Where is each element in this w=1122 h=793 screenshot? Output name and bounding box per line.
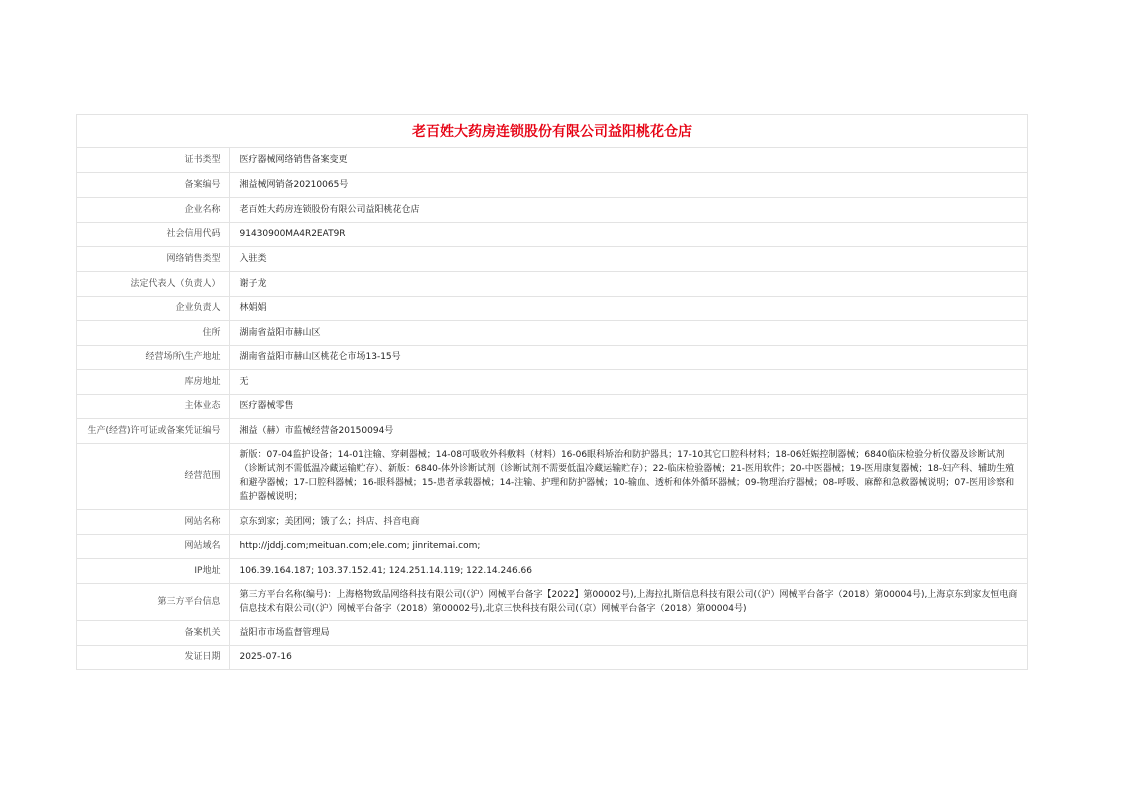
info-table — [77, 148, 1027, 669]
row-value: 益阳市市场监督管理局 — [229, 620, 1027, 645]
row-label: 网络销售类型 — [77, 246, 229, 271]
row-business-scope — [77, 443, 1027, 509]
row-value: 2025-07-16 — [239, 652, 292, 663]
page-title: 老百姓大药房连锁股份有限公司益阳桃花仓店 — [412, 124, 692, 140]
row-label: 备案编号 — [77, 172, 229, 197]
row-label: 社会信用代码 — [77, 222, 229, 246]
row-label: 网站名称 — [77, 509, 229, 534]
row-certificate-type — [77, 148, 1027, 172]
row-business-form — [77, 394, 1027, 418]
row-label: 经营场所\生产地址 — [77, 345, 229, 369]
row-value: 谢子龙 — [229, 271, 1027, 296]
row-label: 发证日期 — [77, 645, 229, 669]
row-enterprise-head — [77, 296, 1027, 320]
row-warehouse-address — [77, 369, 1027, 394]
row-value: 老百姓大药房连锁股份有限公司益阳桃花仓店 — [229, 197, 1027, 222]
title-row — [77, 115, 1027, 148]
row-website-domain — [77, 534, 1027, 558]
record-sheet — [76, 114, 1028, 670]
row-label: IP地址 — [77, 558, 229, 583]
row-value: 第三方平台名称(编号)：上海格物致品网络科技有限公司(（沪）网械平台备字【2022】第00002号),上海拉扎斯信息科技有限公司(（沪）网械平台备字（2018）第00004号),上海京东到家友恒电商信息技术有限公司(（沪）网械平台备字（2018）第00002号),北京三快科技有限公司(（京）网械平台备字（2018）第00004号) — [229, 583, 1027, 620]
row-label: 备案机关 — [77, 620, 229, 645]
row-credit-code — [77, 222, 1027, 246]
row-value: 京东到家；美团网；饿了么；抖店、抖音电商 — [229, 509, 1027, 534]
row-label: 网站域名 — [77, 534, 229, 558]
row-company-name — [77, 197, 1027, 222]
row-value: 无 — [229, 369, 1027, 394]
row-ip-address — [77, 558, 1027, 583]
row-value: 湘益（赫）市监械经营备20150094号 — [229, 418, 1027, 443]
row-value: 入驻类 — [229, 246, 1027, 271]
row-label: 法定代表人（负责人） — [77, 271, 229, 296]
row-label: 企业负责人 — [77, 296, 229, 320]
row-value: 林娟娟 — [229, 296, 1027, 320]
row-label: 经营范围 — [77, 443, 229, 509]
row-value: http://jddj.com;meituan.com;ele.com; jinritemai.com; — [229, 534, 1027, 558]
row-label: 主体业态 — [77, 394, 229, 418]
row-value: 91430900MA4R2EAT9R — [229, 222, 1027, 246]
row-residence — [77, 320, 1027, 345]
row-license-number — [77, 418, 1027, 443]
row-value: 医疗器械零售 — [229, 394, 1027, 418]
row-label: 企业名称 — [77, 197, 229, 222]
row-record-number — [77, 172, 1027, 197]
row-value: 106.39.164.187; 103.37.152.41; 124.251.14.119; 122.14.246.66 — [229, 558, 1027, 583]
row-sales-type — [77, 246, 1027, 271]
row-label: 第三方平台信息 — [77, 583, 229, 620]
row-legal-representative — [77, 271, 1027, 296]
row-value: 新版：07-04监护设备；14-01注输、穿刺器械；14-08可吸收外科敷料（材料）16-06眼科矫治和防护器具；17-10其它口腔科材料；18-06妊娠控制器械；6840临床检验分析仪器及诊断试剂（诊断试剂不需低温冷藏运输贮存）、新版：6840-体外诊断试剂（诊断试剂不需要低温冷藏运输贮存）；22-临床检验器械；21-医用软件；20-中医器械；19-医用康复器械；18-妇产科、辅助生殖和避孕器械；17-口腔科器械；16-眼科器械；15-患者承载器械；14-注输、护理和防护器械；10-输血、透析和体外循环器械；09-物理治疗器械；08-呼吸、麻醉和急救器械说明；07-医用诊察和监护器械说明； — [229, 443, 1027, 509]
row-third-party-platform — [77, 583, 1027, 620]
row-label: 生产(经营)许可证或备案凭证编号 — [77, 418, 229, 443]
row-business-address — [77, 345, 1027, 369]
row-label: 证书类型 — [77, 148, 229, 172]
row-value: 湘益械网销备20210065号 — [229, 172, 1027, 197]
row-label: 库房地址 — [77, 369, 229, 394]
row-label: 住所 — [77, 320, 229, 345]
row-value: 医疗器械网络销售备案变更 — [229, 148, 1027, 172]
row-value: 湖南省益阳市赫山区 — [229, 320, 1027, 345]
row-website-name — [77, 509, 1027, 534]
row-record-authority — [77, 620, 1027, 645]
row-issue-date — [77, 645, 1027, 669]
row-value: 湖南省益阳市赫山区桃花仑市场13-15号 — [229, 345, 1027, 369]
